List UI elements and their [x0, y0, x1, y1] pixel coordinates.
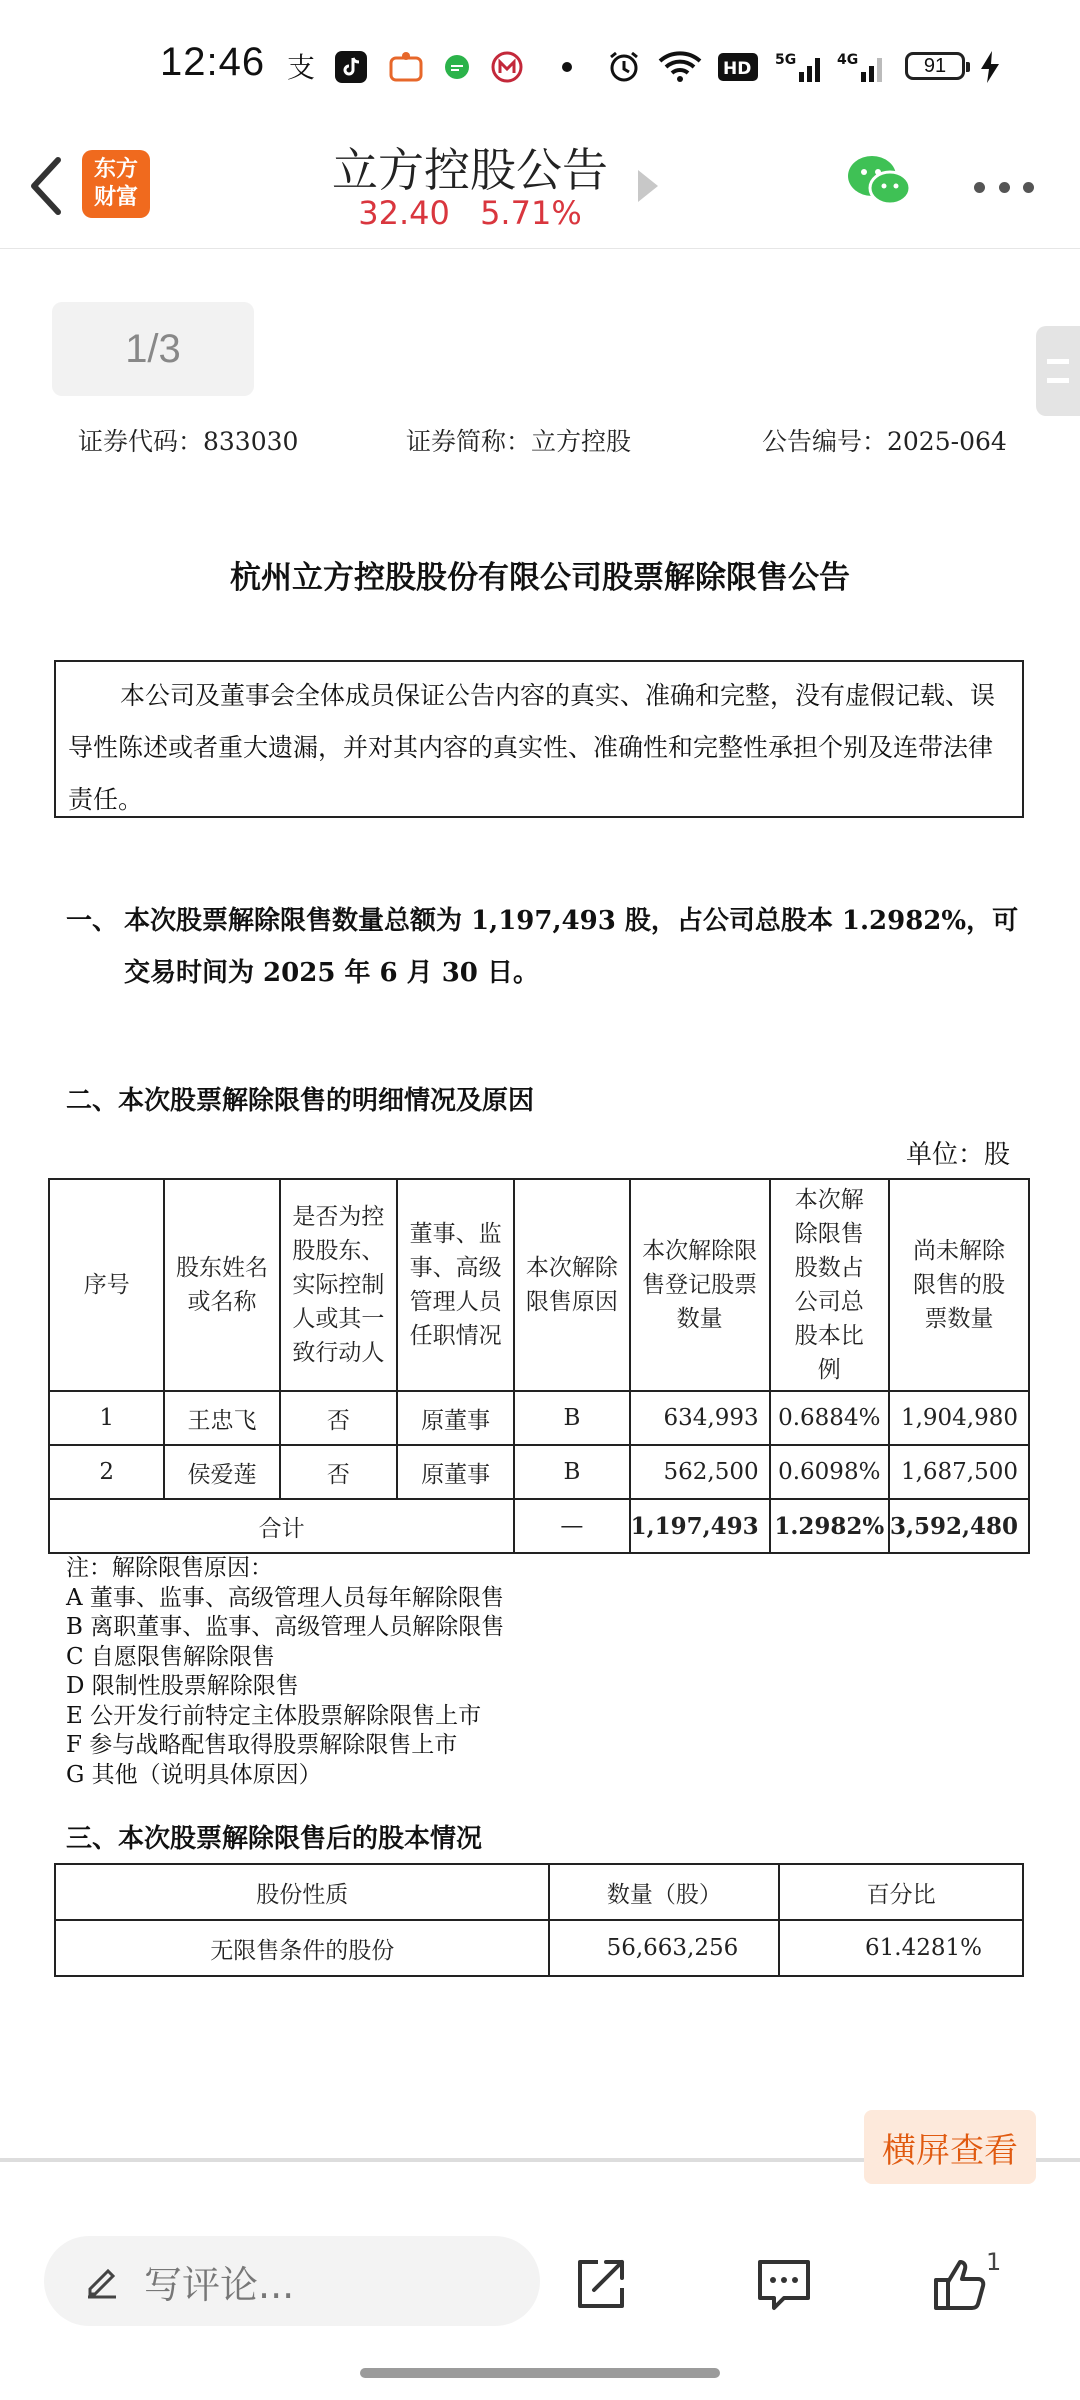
svg-text:5G: 5G [775, 52, 797, 68]
table-cell: 61.4281% [779, 1920, 1023, 1976]
disclaimer-box: 本公司及董事会全体成员保证公告内容的真实、准确和完整，没有虚假记载、误导性陈述或者重大遗漏，并对其内容的真实性、准确性和完整性承担个别及连带法律责任。 [54, 660, 1024, 818]
alarm-icon [606, 50, 642, 84]
section-3-title: 三、本次股票解除限售后的股本情况 [66, 1824, 483, 1854]
table-cell: 634,993 [630, 1391, 770, 1445]
logo-line2: 财富 [93, 185, 138, 210]
signal-5g-icon [774, 50, 828, 84]
status-time: 12:46 [160, 40, 266, 84]
table-cell: 原董事 [397, 1391, 514, 1445]
wifi-icon [656, 50, 704, 84]
table-row [55, 1920, 1023, 1976]
dot-icon [560, 50, 574, 84]
total-ratio: 1.2982% [770, 1499, 889, 1553]
col-header: 本次解除限售股数占公司总股本比例 [770, 1179, 889, 1391]
more-menu-icon[interactable] [974, 182, 1034, 196]
home-indicator[interactable] [360, 2368, 720, 2378]
col-header: 是否为控股股东、实际控制人或其一致行动人 [280, 1179, 397, 1391]
table-cell: 原董事 [397, 1445, 514, 1499]
comments-icon[interactable] [754, 2254, 814, 2314]
note-line: A 董事、监事、高级管理人员每年解除限售 [66, 1584, 504, 1611]
col-header: 董事、监事、高级管理人员任职情况 [397, 1179, 514, 1391]
charging-icon [978, 50, 1002, 84]
col-header: 序号 [49, 1179, 164, 1391]
security-code: 证券代码：833030 [78, 427, 299, 456]
col-header: 股份性质 [55, 1864, 549, 1920]
alipay-icon [284, 50, 318, 84]
share-icon[interactable] [570, 2254, 630, 2314]
table-total-row [49, 1499, 1029, 1553]
like-count: 1 [986, 2248, 1002, 2276]
table-header-row [55, 1864, 1023, 1920]
table-row [49, 1445, 1029, 1499]
table-row [49, 1391, 1029, 1445]
total-qty: 1,197,493 [630, 1499, 770, 1553]
comment-input[interactable] [44, 2236, 540, 2326]
col-header: 股东姓名或名称 [164, 1179, 279, 1391]
table-cell: 否 [280, 1391, 397, 1445]
page-title: 立方控股公告 [332, 143, 608, 197]
note-line: D 限制性股票解除限售 [66, 1673, 299, 1699]
security-short-name: 证券简称：立方控股 [406, 427, 632, 456]
section-2-title: 二、本次股票解除限售的明细情况及原因 [66, 1086, 535, 1116]
signal-4g-icon [836, 50, 890, 84]
table-cell: 2 [49, 1445, 164, 1499]
table-cell: 侯爱莲 [164, 1445, 279, 1499]
bank-icon [490, 50, 524, 84]
table-cell: 0.6884% [770, 1391, 889, 1445]
note-line: E 公开发行前特定主体股票解除限售上市 [66, 1702, 482, 1729]
chat-bubble-icon [442, 50, 472, 84]
notice-number: 公告编号：2025-064 [762, 427, 1007, 456]
col-header: 尚未解除限售的股票数量 [889, 1179, 1029, 1391]
svg-text:支: 支 [287, 51, 316, 83]
note-line: G 其他（说明具体原因） [66, 1761, 322, 1788]
svg-text:4G: 4G [837, 52, 859, 68]
svg-text:HD: HD [723, 59, 752, 79]
note-line: C 自愿限售解除限售 [66, 1643, 275, 1670]
document-title: 杭州立方控股股份有限公司股票解除限售公告 [230, 560, 850, 596]
table-cell: 1 [49, 1391, 164, 1445]
battery-indicator: 91 [905, 52, 965, 80]
takeout-icon [386, 50, 426, 84]
unit-label: 单位：股 [905, 1140, 1010, 1170]
table-cell: 1,904,980 [889, 1391, 1029, 1445]
table-cell: 1,687,500 [889, 1445, 1029, 1499]
col-header: 本次解除限售原因 [514, 1179, 629, 1391]
section-1 [66, 895, 1026, 999]
release-reason-notes [66, 1554, 504, 1790]
page-indicator: 1/3 [52, 302, 254, 396]
col-header: 数量（股） [549, 1864, 779, 1920]
wechat-share-icon[interactable] [846, 152, 912, 210]
comment-placeholder: 写评论... [144, 2262, 295, 2307]
note-line: 注：解除限售原因： [66, 1555, 273, 1581]
table-cell: 王忠飞 [164, 1391, 279, 1445]
app-header [0, 130, 1080, 249]
total-reason: — [514, 1499, 629, 1553]
section-1-number: 一、 [66, 906, 119, 936]
col-header: 本次解除限售登记股票数量 [630, 1179, 770, 1391]
hd-icon [716, 50, 760, 84]
status-bar [0, 0, 1080, 130]
note-line: F 参与战略配售取得股票解除限售上市 [66, 1732, 458, 1758]
table-cell: 56,663,256 [549, 1920, 779, 1976]
play-triangle-icon[interactable] [638, 170, 658, 202]
note-line: B 离职董事、监事、高级管理人员解除限售 [66, 1614, 505, 1640]
total-remaining: 3,592,480 [889, 1499, 1029, 1553]
side-menu-handle-icon[interactable] [1036, 326, 1080, 416]
table-cell: 无限售条件的股份 [55, 1920, 549, 1976]
col-header: 百分比 [779, 1864, 1023, 1920]
table-cell: B [514, 1445, 629, 1499]
release-detail-table [48, 1178, 1030, 1554]
table-cell: 否 [280, 1445, 397, 1499]
stock-quote [280, 194, 660, 232]
back-button[interactable] [22, 150, 72, 220]
stock-change: 5.71% [480, 194, 582, 232]
stock-price: 32.40 [358, 194, 450, 232]
eastmoney-logo [82, 150, 150, 218]
section-1-text: 本次股票解除限售数量总额为 1,197,493 股，占公司总股本 1.2982%，可交易时间为 2025 年 6 月 30 日。 [124, 906, 1019, 988]
landscape-view-button[interactable]: 横屏查看 [864, 2110, 1036, 2184]
table-header-row [49, 1179, 1029, 1391]
table-cell: 0.6098% [770, 1445, 889, 1499]
table-cell: B [514, 1391, 629, 1445]
like-thumbs-up-icon[interactable] [930, 2254, 990, 2314]
table-cell: 562,500 [630, 1445, 770, 1499]
logo-line1: 东方 [93, 157, 138, 182]
total-label: 合计 [49, 1499, 514, 1553]
share-capital-table [54, 1863, 1024, 1977]
pen-icon [82, 2261, 122, 2301]
tiktok-icon [334, 50, 368, 84]
